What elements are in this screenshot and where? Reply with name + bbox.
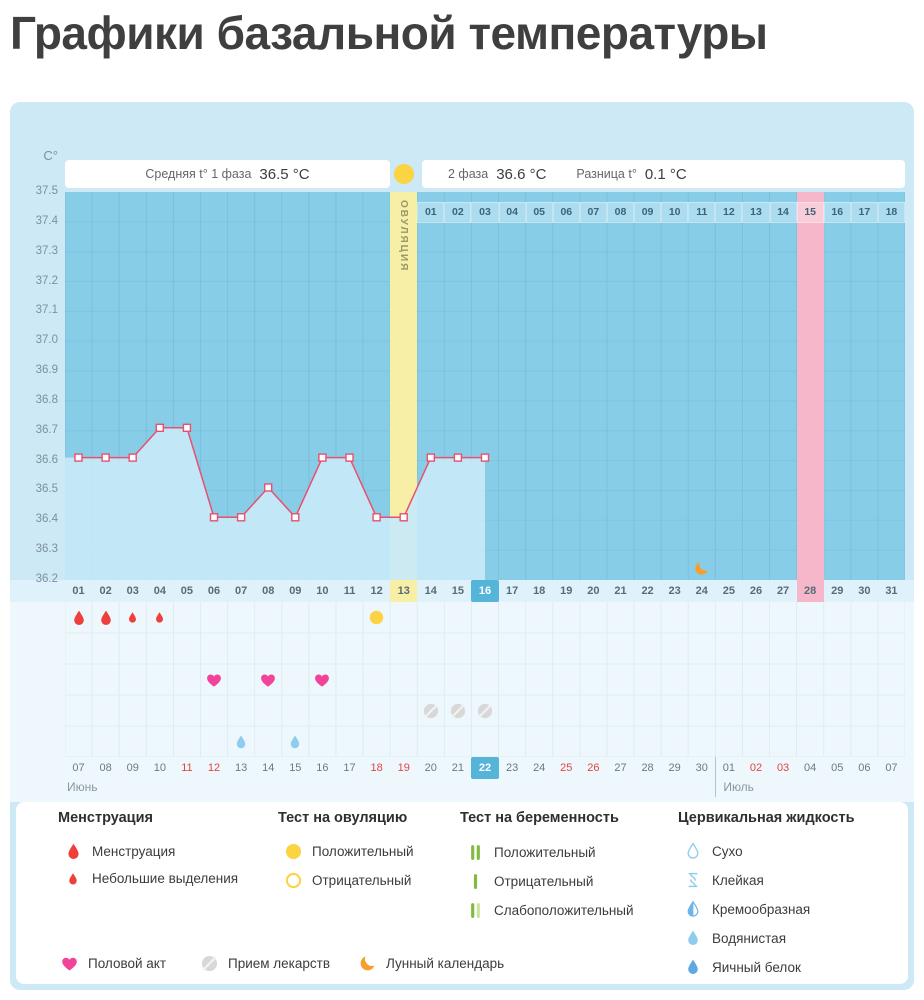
y-axis-label: 36.5 bbox=[35, 483, 58, 496]
legend-item bbox=[282, 842, 414, 861]
bars-green-weak-icon bbox=[464, 900, 486, 921]
diff-label: Разница t° bbox=[576, 167, 637, 181]
drop-half-icon bbox=[682, 900, 704, 918]
date-cell[interactable]: 07 bbox=[72, 762, 85, 774]
menstruation-drop-icon bbox=[97, 609, 115, 627]
cycle-day-cell[interactable]: 31 bbox=[885, 585, 898, 597]
date-cell[interactable]: 06 bbox=[858, 762, 871, 774]
drop-red-small-icon bbox=[62, 872, 84, 886]
hourglass-blue-icon bbox=[682, 871, 704, 889]
cycle-day-cell[interactable]: 06 bbox=[207, 585, 221, 597]
legend-section-title: Тест на беременность bbox=[460, 810, 619, 826]
legend-item bbox=[682, 929, 786, 947]
date-cell[interactable]: 19 bbox=[397, 762, 410, 774]
moon-orange-icon bbox=[356, 954, 378, 973]
date-cell[interactable]: 16 bbox=[316, 762, 329, 774]
legend-item-label: Половой акт bbox=[88, 956, 167, 971]
medication-pill-icon bbox=[476, 702, 494, 720]
date-cell[interactable]: 02 bbox=[749, 762, 763, 774]
legend-panel bbox=[16, 802, 908, 984]
dpo-day-cell: 06 bbox=[553, 202, 580, 223]
dpo-day-cell: 16 bbox=[824, 202, 851, 223]
legend-item bbox=[282, 871, 411, 890]
date-cell[interactable]: 24 bbox=[533, 762, 546, 774]
phase2-value: 36.6 °C bbox=[496, 165, 547, 183]
date-cell[interactable]: 15 bbox=[289, 762, 302, 774]
date-cell[interactable]: 11 bbox=[181, 762, 193, 774]
legend-item-label: Положительный bbox=[494, 845, 596, 860]
date-cell[interactable]: 30 bbox=[695, 762, 708, 774]
cycle-day-cell[interactable]: 29 bbox=[831, 585, 844, 597]
circle-yellow-filled-icon bbox=[282, 842, 304, 861]
cycle-day-cell[interactable]: 03 bbox=[126, 585, 139, 597]
y-axis-label: 36.7 bbox=[35, 423, 58, 436]
legend-item-label: Яичный белок bbox=[712, 959, 801, 975]
date-cell[interactable]: 26 bbox=[587, 762, 600, 774]
date-cell[interactable]: 28 bbox=[641, 762, 654, 774]
y-axis-label: 37.1 bbox=[35, 304, 58, 317]
bar-green-one-icon bbox=[464, 871, 486, 892]
cycle-day-cell[interactable]: 25 bbox=[722, 585, 735, 597]
date-cell[interactable]: 23 bbox=[505, 762, 519, 774]
cycle-day-cell[interactable]: 19 bbox=[560, 585, 573, 597]
dpo-day-cell: 12 bbox=[715, 202, 742, 223]
cervical-fluid-drop-icon bbox=[287, 734, 303, 750]
dpo-day-cell: 08 bbox=[607, 202, 634, 223]
date-cell[interactable]: 12 bbox=[207, 762, 221, 774]
date-cell[interactable]: 29 bbox=[668, 762, 681, 774]
dpo-day-cell: 09 bbox=[634, 202, 661, 223]
heart-pink-icon bbox=[58, 954, 80, 973]
y-axis-label: 36.6 bbox=[35, 453, 58, 466]
dpo-day-cell: 11 bbox=[688, 202, 715, 223]
legend-item-label: Кремообразная bbox=[712, 901, 811, 917]
temperature-line-chart bbox=[65, 192, 905, 580]
cycle-day-cell[interactable]: 05 bbox=[180, 585, 194, 597]
date-cell[interactable]: 01 bbox=[722, 762, 735, 774]
legend-section-title: Тест на овуляцию bbox=[278, 810, 408, 826]
legend-item bbox=[356, 954, 504, 973]
cycle-day-cell[interactable]: 09 bbox=[289, 585, 302, 597]
date-cell[interactable]: 05 bbox=[831, 762, 844, 774]
cycle-day-cell[interactable]: 11 bbox=[343, 585, 356, 597]
date-cell[interactable]: 20 bbox=[424, 762, 437, 774]
y-axis-label: 37.5 bbox=[35, 185, 58, 197]
ovulation-test-positive-icon bbox=[368, 609, 385, 626]
legend-item-label: Небольшие выделения bbox=[92, 871, 239, 886]
drop-red-large-icon bbox=[62, 842, 84, 861]
medication-pill-icon bbox=[422, 702, 440, 720]
legend-item-label: Слабоположительный bbox=[494, 903, 634, 918]
date-cell[interactable]: 07 bbox=[885, 762, 898, 774]
y-axis-label: 37.2 bbox=[35, 274, 58, 287]
page-title: Графики базальной температуры bbox=[10, 7, 768, 59]
month-label-june: Июнь bbox=[67, 780, 98, 794]
cycle-day-cell[interactable]: 16 bbox=[471, 580, 498, 602]
cycle-day-cell[interactable]: 13 bbox=[397, 585, 410, 597]
legend-item bbox=[198, 954, 330, 973]
dpo-day-cell: 07 bbox=[580, 202, 607, 223]
month-separator bbox=[715, 757, 716, 797]
dpo-day-cell: 04 bbox=[499, 202, 526, 223]
phase2-label: 2 фаза bbox=[448, 167, 489, 181]
date-cell[interactable]: 03 bbox=[776, 762, 790, 774]
legend-item-label: Водянистая bbox=[712, 930, 786, 946]
menstruation-drop-icon bbox=[70, 609, 88, 627]
cycle-day-cell[interactable]: 22 bbox=[641, 585, 654, 597]
y-axis-label: 36.2 bbox=[35, 573, 58, 585]
legend-item bbox=[682, 900, 810, 918]
cycle-day-cell[interactable]: 17 bbox=[505, 585, 519, 597]
phase1-summary bbox=[65, 160, 390, 188]
legend-item-label: Отрицательный bbox=[494, 874, 594, 889]
pill-gray-icon bbox=[198, 954, 220, 973]
cycle-day-cell[interactable]: 02 bbox=[99, 585, 112, 597]
cycle-day-cell[interactable]: 15 bbox=[451, 585, 465, 597]
legend-item-label: Прием лекарств bbox=[228, 956, 331, 971]
y-axis-label: 36.4 bbox=[35, 513, 58, 526]
legend-item bbox=[682, 871, 764, 889]
date-cell[interactable]: 14 bbox=[262, 762, 275, 774]
y-axis-label: 36.9 bbox=[35, 364, 58, 377]
dpo-day-cell: 02 bbox=[444, 202, 471, 223]
cycle-day-cell[interactable]: 26 bbox=[749, 585, 763, 597]
y-axis-unit: C° bbox=[43, 148, 58, 163]
intercourse-heart-icon bbox=[205, 671, 223, 689]
date-cell[interactable]: 08 bbox=[99, 762, 112, 774]
legend-item bbox=[464, 842, 596, 863]
diff-value: 0.1 °C bbox=[644, 165, 687, 183]
bars-green-two-icon bbox=[464, 842, 486, 863]
y-axis-label: 37.0 bbox=[35, 334, 58, 347]
legend-item-label: Сухо bbox=[712, 843, 743, 859]
chart-card bbox=[10, 102, 914, 990]
menstruation-small-drop-icon bbox=[153, 611, 166, 624]
cycle-day-cell[interactable]: 27 bbox=[776, 585, 790, 597]
y-axis-label: 36.3 bbox=[35, 543, 58, 556]
date-cell[interactable]: 25 bbox=[560, 762, 573, 774]
cycle-day-cell[interactable]: 18 bbox=[533, 585, 546, 597]
y-axis-label: 37.4 bbox=[35, 214, 58, 227]
diff-pair bbox=[576, 166, 686, 183]
cycle-day-cell[interactable]: 14 bbox=[424, 585, 437, 597]
cycle-day-cell[interactable]: 07 bbox=[235, 585, 248, 597]
phase2-pair bbox=[448, 166, 546, 183]
legend-item bbox=[464, 900, 634, 921]
legend-item bbox=[682, 842, 743, 860]
dpo-day-cell: 01 bbox=[417, 202, 444, 223]
dpo-day-cell: 03 bbox=[471, 202, 498, 223]
drop-lightblue-icon bbox=[682, 929, 704, 947]
legend-item bbox=[62, 871, 238, 886]
dpo-day-cell: 13 bbox=[742, 202, 769, 223]
cycle-day-cell[interactable]: 08 bbox=[262, 585, 275, 597]
ovulation-dot-icon bbox=[394, 164, 414, 184]
dpo-day-cell: 17 bbox=[851, 202, 878, 223]
cycle-day-cell[interactable]: 23 bbox=[668, 585, 681, 597]
date-cell[interactable]: 10 bbox=[153, 762, 166, 774]
legend-item-label: Положительный bbox=[312, 844, 414, 859]
date-cell[interactable]: 13 bbox=[235, 762, 248, 774]
dpo-day-cell: 18 bbox=[878, 202, 905, 223]
date-cell[interactable]: 21 bbox=[451, 762, 465, 774]
cycle-day-cell[interactable]: 28 bbox=[804, 585, 817, 597]
menstruation-small-drop-icon bbox=[126, 611, 139, 624]
cervical-fluid-drop-icon bbox=[233, 734, 249, 750]
date-cell[interactable]: 22 bbox=[471, 757, 498, 779]
date-cell[interactable]: 27 bbox=[614, 762, 627, 774]
ovulation-band-label: ОВУЛЯЦИЯ bbox=[398, 200, 410, 273]
date-cell[interactable]: 09 bbox=[126, 762, 139, 774]
y-axis-label: 36.8 bbox=[35, 393, 58, 406]
marker-grid bbox=[65, 602, 905, 757]
date-cell[interactable]: 18 bbox=[370, 762, 383, 774]
cycle-day-cell[interactable]: 30 bbox=[858, 585, 871, 597]
dpo-day-cell: 15 bbox=[797, 202, 824, 223]
cycle-day-cell[interactable]: 01 bbox=[72, 585, 85, 597]
legend-item-label: Менструация bbox=[92, 844, 176, 859]
medication-pill-icon bbox=[449, 702, 467, 720]
legend-item bbox=[464, 871, 593, 892]
intercourse-heart-icon bbox=[313, 671, 331, 689]
legend-item-label: Клейкая bbox=[712, 872, 764, 888]
cycle-day-cell[interactable]: 20 bbox=[587, 585, 600, 597]
date-cell[interactable]: 04 bbox=[804, 762, 817, 774]
legend-item bbox=[62, 842, 175, 861]
moon-calendar-icon bbox=[693, 560, 710, 577]
legend-item bbox=[58, 954, 166, 973]
phase1-label: Средняя t° 1 фаза bbox=[145, 167, 252, 181]
legend-section-title: Менструация bbox=[58, 810, 153, 826]
phase2-summary bbox=[422, 160, 905, 188]
phase1-value: 36.5 °C bbox=[259, 165, 310, 183]
month-label-july: Июль bbox=[723, 780, 754, 794]
cycle-day-cell[interactable]: 24 bbox=[695, 585, 708, 597]
legend-section-title: Цервикальная жидкость bbox=[678, 810, 855, 826]
dpo-day-cell: 05 bbox=[526, 202, 553, 223]
legend-item-label: Отрицательный bbox=[312, 873, 412, 888]
date-cell[interactable]: 17 bbox=[343, 762, 356, 774]
cycle-day-cell[interactable]: 04 bbox=[153, 585, 166, 597]
circle-yellow-outline-icon bbox=[282, 871, 304, 890]
intercourse-heart-icon bbox=[259, 671, 277, 689]
cycle-day-cell[interactable]: 10 bbox=[316, 585, 329, 597]
dpo-day-cell: 10 bbox=[661, 202, 688, 223]
cycle-day-cell[interactable]: 12 bbox=[370, 585, 383, 597]
legend-item bbox=[682, 958, 801, 976]
legend-item-label: Лунный календарь bbox=[386, 956, 505, 971]
y-axis-label: 37.3 bbox=[35, 244, 58, 257]
drop-outline-icon bbox=[682, 842, 704, 860]
drop-blue-icon bbox=[682, 958, 704, 976]
dpo-day-cell: 14 bbox=[770, 202, 797, 223]
cycle-day-cell[interactable]: 21 bbox=[614, 585, 627, 597]
